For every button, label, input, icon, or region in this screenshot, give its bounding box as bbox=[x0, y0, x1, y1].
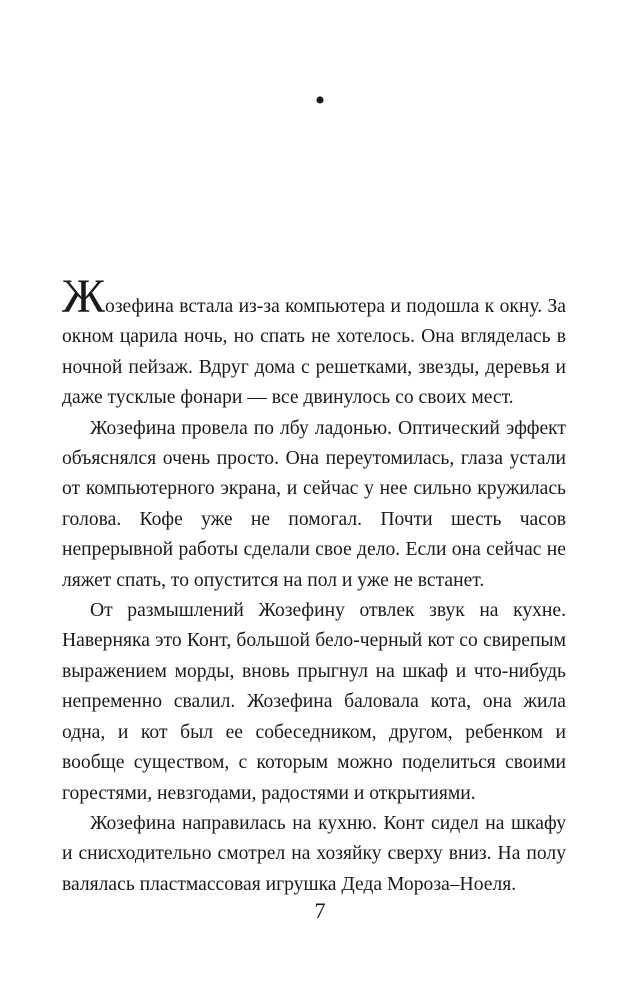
page-number: 7 bbox=[314, 898, 326, 923]
body-text bbox=[62, 270, 566, 900]
chapter-separator-dot: • bbox=[314, 84, 326, 117]
paragraph-2: Жозефина провела по лбу ладонью. Оптический эффект объяснялся очень просто. Она переутомилась, глаза устали от компьютерного экрана, и сейчас у нее сильно кружилась голова. Кофе уже не помогал. Почти шесть часов непрерывной работы сделали свое дело. Если она сейчас не ляжет спать, то опустится на пол и уже не встанет. bbox=[62, 417, 566, 591]
paragraph-1 bbox=[62, 270, 566, 414]
drop-cap-letter: Ж bbox=[62, 270, 106, 323]
paragraph-4: Жозефина направилась на кухню. Конт сидел на шкафу и снисходительно смотрел на хозяйку сверху вниз. На полу валялась пластмассовая игрушка Деда Мороза–Ноеля. bbox=[62, 812, 566, 895]
paragraph-3: От размышлений Жозефину отвлек звук на кухне. Наверняка это Конт, большой бело-черный кот со свирепым выражением морды, вновь прыгнул на шкаф и что-нибудь непременно свалил. Жозефина баловала кота, она жила одна, и кот был ее собеседником, другом, ребенком и вообще существом, с которым можно поделиться своими горестями, невзгодами, радостями и открытиями. bbox=[62, 600, 566, 804]
paragraph-1-text: озефина встала из-за компьютера и подошла к окну. За окном царила ночь, но спать не хотелось. Она вгляделась в ночной пейзаж. Вдруг дома с решетками, звезды, деревья и даже тусклые фонари — все двинулось со своих мест. bbox=[62, 296, 566, 409]
